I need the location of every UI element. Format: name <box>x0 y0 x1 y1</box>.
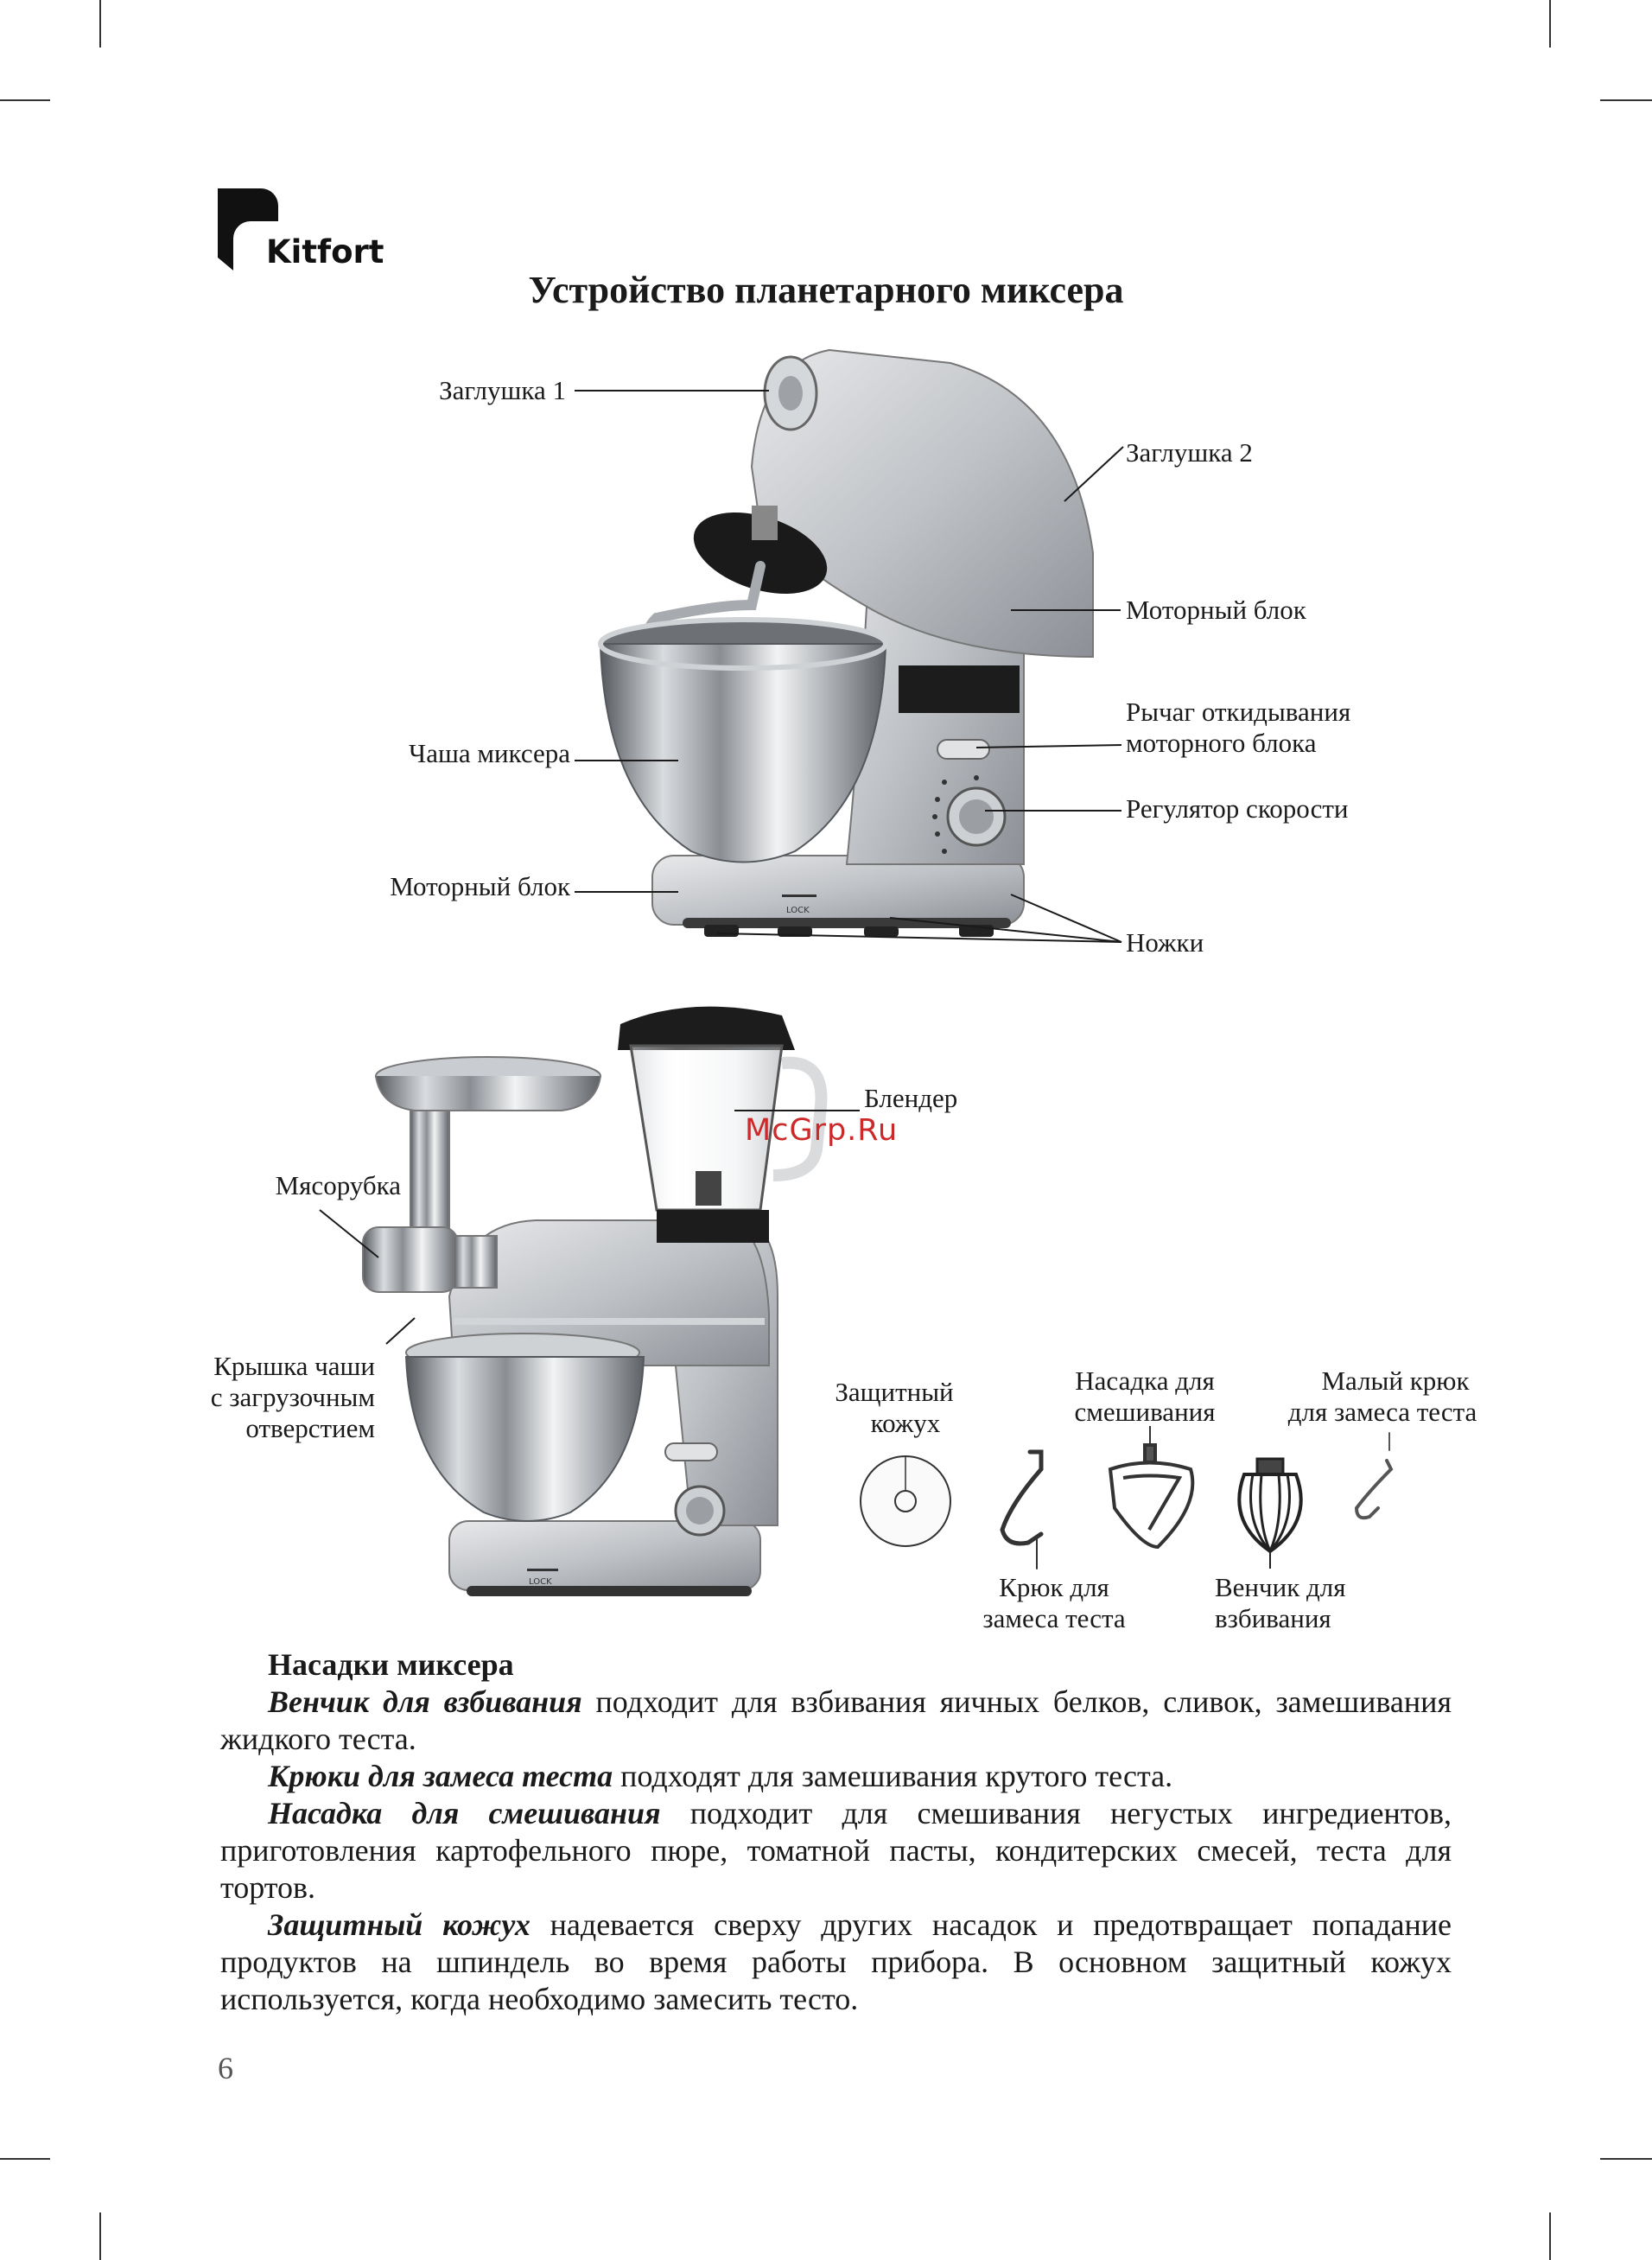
paragraph-guard <box>220 1907 1452 2018</box>
page-title: Устройство планетарного миксера <box>528 269 1124 311</box>
term-hooks: Крюки для замеса теста <box>268 1759 613 1793</box>
label-small-hook-line2: для замеса теста <box>1287 1397 1477 1427</box>
label-small-hook-line1: Малый крюк <box>1321 1366 1470 1396</box>
mixer-with-attachments-illustration <box>363 1007 821 1596</box>
section-heading: Насадки миксера <box>268 1647 514 1682</box>
text-mixing: подходит для смешивания негустых ингредиентов, приготовления картофельного пюре, томатной пасты, кондитерских смесей, теста для тортов. <box>220 1796 1452 1905</box>
label-lid-line2: с загрузочным <box>210 1382 375 1412</box>
mixer-main-illustration <box>600 350 1093 937</box>
label-bowl: Чаша миксера <box>409 738 570 768</box>
label-dough-hook-line2: замеса теста <box>982 1603 1126 1633</box>
label-plug-2: Заглушка 2 <box>1126 437 1253 468</box>
dough-hook-attachment <box>1002 1452 1041 1569</box>
label-dough-hook-line1: Крюк для <box>999 1572 1109 1602</box>
label-mixing-line1: Насадка для <box>1075 1366 1215 1396</box>
label-mixing-line2: смешивания <box>1074 1397 1216 1427</box>
label-blender: Блендер <box>864 1083 958 1113</box>
term-guard: Защитный кожух <box>268 1907 531 1942</box>
whisk-attachment <box>1239 1459 1300 1569</box>
label-motor-block-right: Моторный блок <box>1126 595 1306 625</box>
lock-mark-1: LOCK <box>786 906 810 915</box>
text-guard: надевается сверху других насадок и предотвращает попадание продуктов на шпиндель во время работы прибора. В основном защитный кожух используется, когда необходимо замесить тесто. <box>220 1907 1452 2016</box>
paragraph-whisk <box>220 1684 1452 1758</box>
mixing-beater-attachment <box>1110 1426 1192 1547</box>
text-whisk: подходит для взбивания яичных белков, сливок, замешивания жидкого теста. <box>220 1684 1452 1756</box>
label-plug-1: Заглушка 1 <box>439 375 566 405</box>
label-guard-line1: Защитный <box>835 1377 954 1407</box>
page-number: 6 <box>218 2051 233 2085</box>
small-dough-hook-attachment <box>1357 1433 1391 1518</box>
label-feet: Ножки <box>1126 927 1204 958</box>
label-guard-line2: кожух <box>870 1408 941 1438</box>
term-whisk: Венчик для взбивания <box>268 1684 582 1719</box>
label-lid-line3: отверстием <box>245 1413 375 1443</box>
paragraph-mixing <box>220 1795 1452 1907</box>
label-lever-line2: моторного блока <box>1126 728 1317 758</box>
label-lever-line1: Рычаг откидывания <box>1126 697 1351 727</box>
label-lid-line1: Крышка чаши <box>213 1351 375 1381</box>
term-mixing: Насадка для смешивания <box>268 1796 661 1830</box>
label-whisk-line2: взбивания <box>1215 1603 1331 1633</box>
text-hooks: подходят для замешивания крутого теста. <box>613 1759 1173 1793</box>
splash-guard-attachment <box>861 1456 950 1546</box>
label-whisk-line1: Венчик для <box>1215 1572 1346 1602</box>
label-speed-regulator: Регулятор скорости <box>1126 793 1349 824</box>
lock-mark-2: LOCK <box>529 1577 552 1587</box>
label-motor-block-left: Моторный блок <box>390 871 570 901</box>
watermark: McGrp.Ru <box>745 1113 899 1148</box>
paragraph-hooks <box>220 1758 1452 1795</box>
attachments-description <box>220 1646 1452 2018</box>
label-meat-grinder: Мясорубка <box>275 1170 401 1200</box>
logo-text: Kitfort <box>266 233 384 271</box>
